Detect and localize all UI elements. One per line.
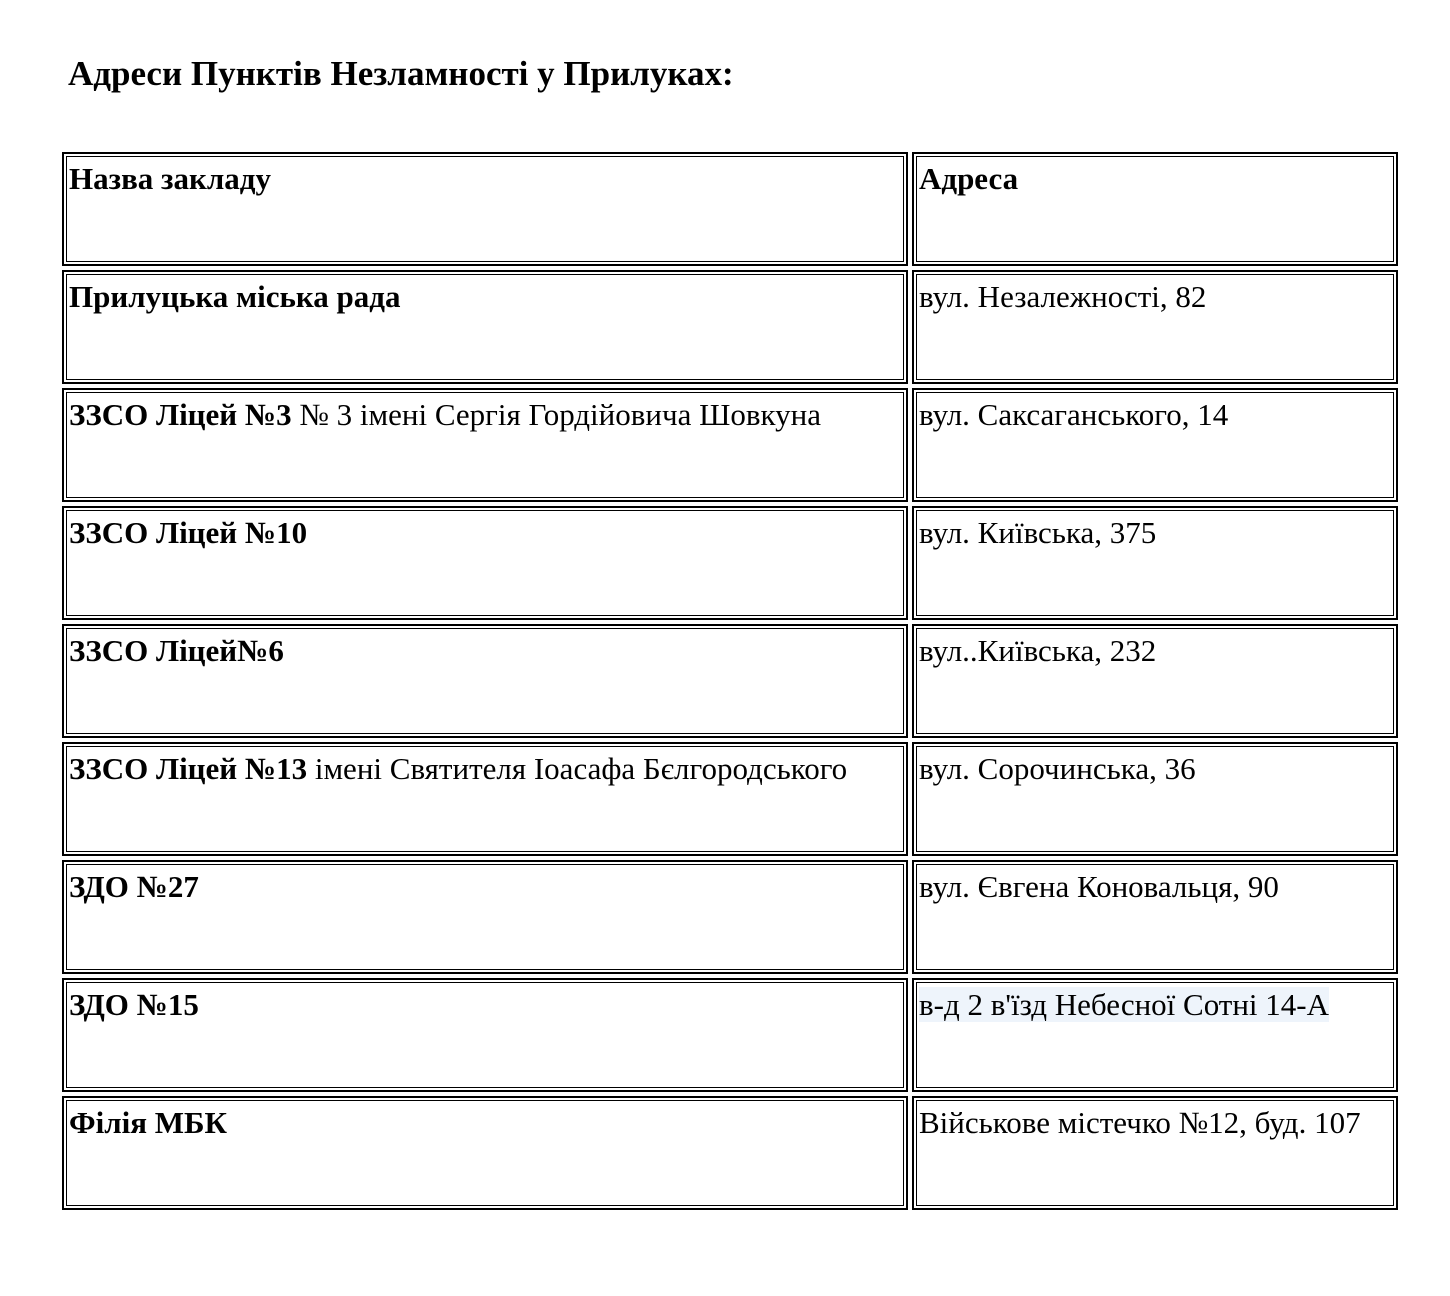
addresses-table	[62, 152, 1398, 1214]
table-row	[62, 270, 1398, 384]
institution-name-cell	[62, 742, 908, 856]
institution-name: ЗДО №27	[69, 869, 199, 904]
institution-name-cell	[62, 270, 908, 384]
header-name: Назва закладу	[62, 152, 908, 266]
address-cell: вул. Євгена Коновальця, 90	[912, 860, 1398, 974]
institution-name-detail: № 3 імені Сергія Гордійовича Шовкуна	[291, 397, 821, 432]
institution-name-cell	[62, 860, 908, 974]
institution-name-cell	[62, 624, 908, 738]
header-address: Адреса	[912, 152, 1398, 266]
institution-name: ЗЗСО Ліцей№6	[69, 633, 284, 668]
table-row	[62, 1096, 1398, 1210]
institution-name: Філія МБК	[69, 1105, 227, 1140]
address-cell: Військове містечко №12, буд. 107	[912, 1096, 1398, 1210]
institution-name: ЗДО №15	[69, 987, 199, 1022]
table-row	[62, 860, 1398, 974]
table-header-row	[62, 152, 1398, 266]
institution-name-cell	[62, 1096, 908, 1210]
institution-name: Прилуцька міська рада	[69, 279, 401, 314]
table-row	[62, 742, 1398, 856]
institution-name-cell	[62, 388, 908, 502]
institution-name-cell	[62, 506, 908, 620]
page-title: Адреси Пунктів Незламності у Прилуках:	[68, 54, 734, 93]
institution-name: ЗЗСО Ліцей №13	[69, 751, 308, 786]
table-row	[62, 506, 1398, 620]
institution-name-cell	[62, 978, 908, 1092]
table-row	[62, 978, 1398, 1092]
institution-name: ЗЗСО Ліцей №3	[69, 397, 292, 432]
address-cell: вул. Київська, 375	[912, 506, 1398, 620]
table-row	[62, 624, 1398, 738]
address-cell: вул. Сорочинська, 36	[912, 742, 1398, 856]
address-cell: вул..Київська, 232	[912, 624, 1398, 738]
table-row	[62, 388, 1398, 502]
institution-name: ЗЗСО Ліцей №10	[69, 515, 308, 550]
highlighted-address: в-д 2 в'їзд Небесної Сотні 14-А	[919, 987, 1330, 1022]
institution-name-detail: імені Святителя Іоасафа Бєлгородського	[307, 751, 848, 786]
address-cell: вул. Незалежності, 82	[912, 270, 1398, 384]
address-cell: вул. Саксаганського, 14	[912, 388, 1398, 502]
address-cell	[912, 978, 1398, 1092]
